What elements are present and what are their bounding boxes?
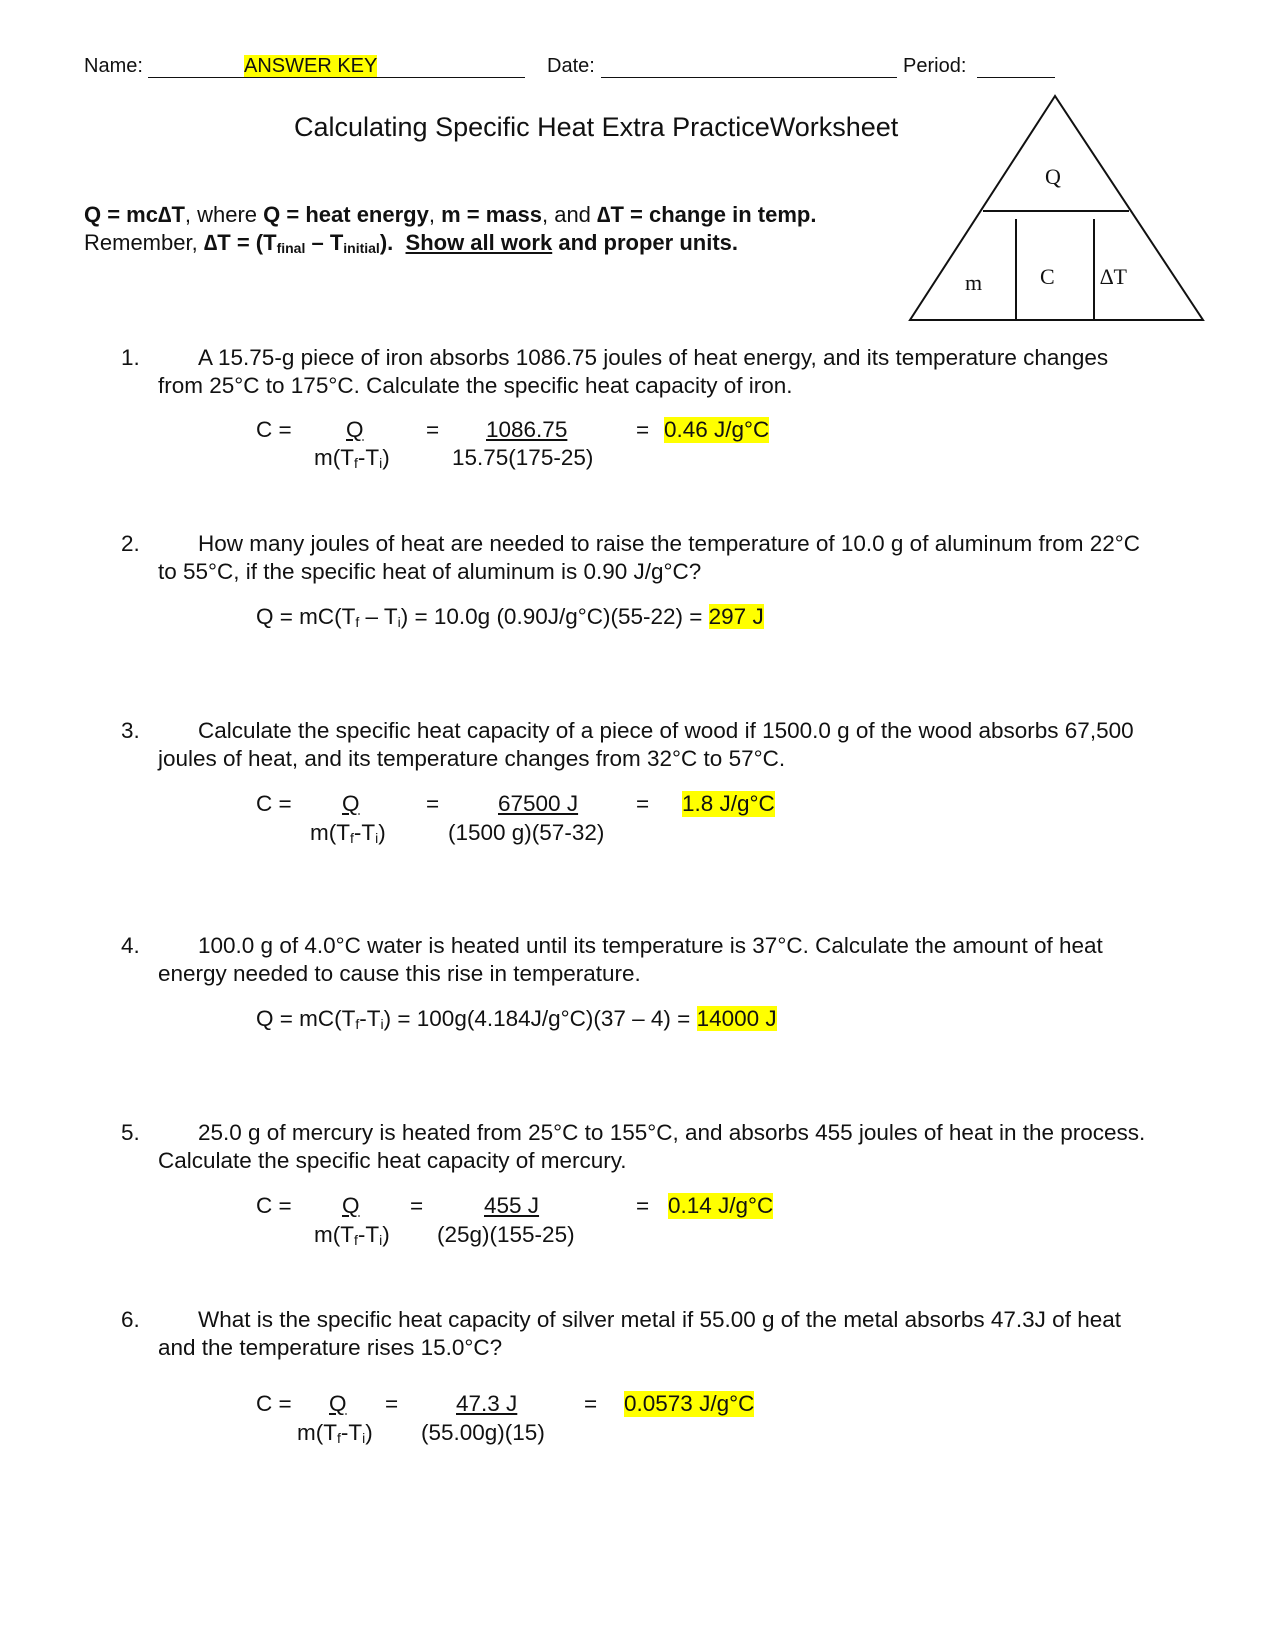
question-number: 3. xyxy=(121,718,140,743)
triangle-c: C xyxy=(1040,264,1055,289)
equals-sign: = xyxy=(385,1391,399,1416)
period-label: Period: xyxy=(903,55,967,77)
triangle-m: m xyxy=(965,270,983,295)
answer-highlight: 297 J xyxy=(708,604,764,629)
denominator-value: (25g)(155-25) xyxy=(437,1222,575,1247)
equation-lhs: C = xyxy=(256,1193,292,1218)
formula-triangle xyxy=(0,0,1275,340)
denominator-m: $m(T_f-T_i)$ xyxy=(297,1420,373,1446)
numerator-value: 1086.75 xyxy=(486,417,568,442)
equation-lhs: C = xyxy=(256,791,292,816)
question-number: 6. xyxy=(121,1307,140,1332)
triangle-q: Q xyxy=(1045,164,1061,189)
question-text: Calculate the specific heat capacity of a piece of wood if 1500.0 g of the wood absorbs 67,500 joules of heat, and its temperature changes from 32°C to 57°C. xyxy=(158,718,1134,771)
equals-sign: = xyxy=(426,791,440,816)
numerator-value: 47.3 J xyxy=(456,1391,518,1416)
answer-highlight: 0.14 J/g°C xyxy=(668,1193,774,1218)
numerator-q: Q xyxy=(342,791,360,816)
equals-sign: = xyxy=(636,417,650,442)
answer-highlight: 0.46 J/g°C xyxy=(664,417,770,442)
equals-sign: = xyxy=(410,1193,424,1218)
triangle-dt: ∆T xyxy=(1100,264,1127,289)
answer-highlight: 0.0573 J/g°C xyxy=(624,1391,755,1416)
question-number: 5. xyxy=(121,1120,140,1145)
denominator-value: (55.00g)(15) xyxy=(421,1420,545,1445)
name-label: Name: xyxy=(84,55,143,77)
name-value: ANSWER KEY xyxy=(244,55,378,77)
numerator-value: 455 J xyxy=(484,1193,540,1218)
equation-line: $Q = mC(T_f - T_i) = 10.0g$ (0.90J/g°C)(55-22) = 297 J xyxy=(256,604,764,630)
question-number: 4. xyxy=(121,933,140,958)
numerator-value: 67500 J xyxy=(498,791,579,816)
question-text: What is the specific heat capacity of silver metal if 55.00 g of the metal absorbs 47.3J of heat and the temperature rises 15.0°C? xyxy=(158,1307,1121,1360)
denominator-m: $m(T_f-T_i)$ xyxy=(314,445,390,471)
denominator-m: $m(T_f-T_i)$ xyxy=(314,1222,390,1248)
answer-highlight: 1.8 J/g°C xyxy=(682,791,775,816)
date-label: Date: xyxy=(547,55,595,77)
numerator-q: Q xyxy=(329,1391,347,1416)
page-title: Calculating Specific Heat Extra PracticeWorksheet xyxy=(294,112,899,142)
reminder-line: Remember, $\Delta T = (T_{final} - T_{initial})$. Show all work and proper units. xyxy=(84,230,739,256)
question-text: 100.0 g of 4.0°C water is heated until its temperature is 37°C. Calculate the amount of heat energy needed to cause this rise in temperature. xyxy=(158,933,1103,986)
formula-line: Q = mc∆T, where Q = heat energy, m = mass, and ∆T = change in temp. xyxy=(84,202,817,227)
question-number: 2. xyxy=(121,531,140,556)
numerator-q: Q xyxy=(342,1193,360,1218)
equation-line: $Q = mC(T_f-T_i) = 100g(4.184J/g^\circ C)(37 - 4) = 14000$ J xyxy=(256,1006,777,1032)
equals-sign: = xyxy=(426,417,440,442)
denominator-value: 15.75(175-25) xyxy=(452,445,594,470)
question-text: 25.0 g of mercury is heated from 25°C to 155°C, and absorbs 455 joules of heat in the process. Calculate the specific heat capacity of mercury. xyxy=(158,1120,1146,1173)
denominator-m: $m(T_f-T_i)$ xyxy=(310,820,386,846)
answer-highlight: 14000 J xyxy=(696,1006,777,1031)
equals-sign: = xyxy=(584,1391,598,1416)
question-text: How many joules of heat are needed to raise the temperature of 10.0 g of aluminum from 22°C to 55°C, if the specific heat of aluminum is 0.90 J/g°C? xyxy=(158,531,1141,584)
numerator-q: Q xyxy=(346,417,364,442)
question-number: 1. xyxy=(121,345,140,370)
equals-sign: = xyxy=(636,1193,650,1218)
triangle-outline xyxy=(910,96,1203,320)
equals-sign: = xyxy=(636,791,650,816)
denominator-value: (1500 g)(57-32) xyxy=(448,820,605,845)
question-text: A 15.75-g piece of iron absorbs 1086.75 joules of heat energy, and its temperature changes from 25°C to 175°C. Calculate the specific heat capacity of iron. xyxy=(158,345,1109,398)
equation-lhs: C = xyxy=(256,417,292,442)
equation-lhs: C = xyxy=(256,1391,292,1416)
